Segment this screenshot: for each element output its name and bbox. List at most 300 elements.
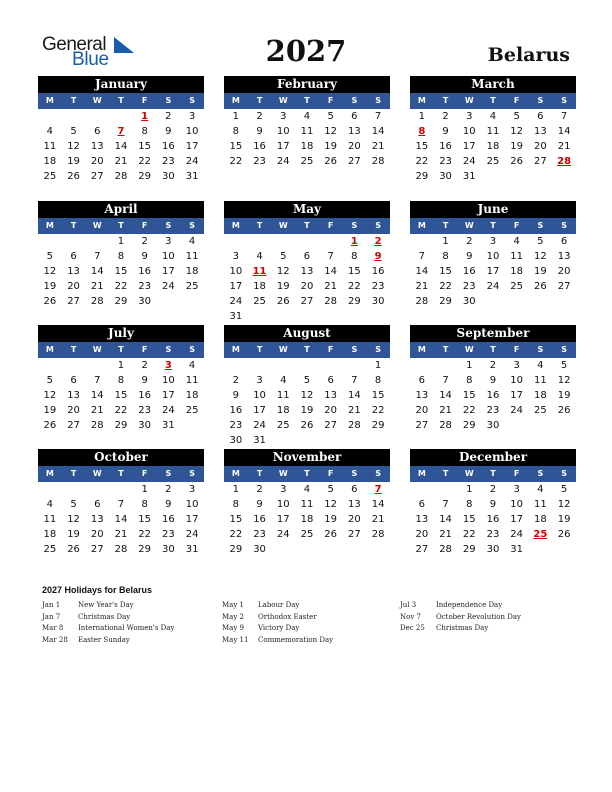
day-cell: 12 (324, 499, 338, 510)
week-row (224, 358, 390, 373)
week-row (410, 294, 576, 309)
holidays-list (42, 585, 582, 660)
holiday-item (222, 635, 402, 647)
empty-day-cell (38, 433, 62, 448)
day-cell: 11 (185, 251, 199, 262)
empty-day-cell (85, 234, 109, 249)
day-cell: 9 (141, 375, 148, 386)
weekday-label: S (375, 221, 381, 230)
day-cell: 4 (46, 499, 54, 510)
day-cell: 28 (348, 420, 361, 431)
day-cell: 7 (94, 375, 101, 386)
empty-day-cell (271, 358, 295, 373)
week-row (410, 433, 576, 448)
day-cell: 6 (351, 484, 358, 495)
weekday-label: M (45, 469, 54, 478)
day-cell: 28 (371, 529, 385, 540)
empty-day-cell (133, 433, 157, 448)
day-cell: 22 (229, 156, 243, 167)
empty-day-cell (248, 358, 272, 373)
day-cell: 14 (439, 514, 452, 525)
empty-day-cell (295, 169, 319, 184)
empty-day-cell (62, 184, 86, 199)
day-cell: 10 (162, 375, 175, 386)
day-cell: 1 (141, 111, 149, 122)
month-title: August (224, 325, 390, 342)
day-cell: 27 (348, 156, 361, 167)
day-cell: 23 (162, 156, 175, 167)
day-cell: 11 (43, 141, 57, 152)
day-cell: 14 (371, 126, 385, 137)
day-cell: 19 (324, 141, 338, 152)
day-cell: 26 (43, 420, 57, 431)
weekday-header (38, 93, 204, 109)
day-cell: 11 (534, 499, 547, 510)
day-cell: 27 (67, 420, 80, 431)
day-cell: 26 (510, 156, 524, 167)
empty-day-cell (434, 358, 458, 373)
empty-day-cell (481, 433, 505, 448)
week-row (410, 264, 576, 279)
month-september (410, 325, 576, 448)
day-cell: 7 (94, 251, 101, 262)
day-cell: 5 (280, 251, 287, 262)
day-cell: 8 (466, 499, 473, 510)
day-cell: 22 (348, 281, 361, 292)
weekday-label: S (375, 345, 381, 354)
day-cell: 8 (418, 126, 426, 137)
day-cell: 7 (327, 251, 334, 262)
weekday-label: S (165, 469, 172, 478)
day-cell: 1 (374, 360, 382, 371)
weekday-label: F (513, 469, 520, 478)
day-cell: 9 (141, 251, 148, 262)
day-cell: 1 (232, 111, 240, 122)
day-cell: 8 (141, 126, 148, 137)
day-cell: 27 (324, 420, 338, 431)
empty-day-cell (180, 294, 204, 309)
day-cell: 10 (253, 390, 266, 401)
day-cell: 15 (138, 514, 152, 525)
day-cell: 24 (162, 281, 175, 292)
day-cell: 22 (462, 529, 476, 540)
day-cell: 20 (415, 405, 429, 416)
weekday-label: S (375, 469, 381, 478)
holiday-date: Nov 7 (400, 612, 421, 621)
day-cell: 18 (43, 156, 57, 167)
day-cell: 30 (371, 296, 385, 307)
day-cell: 13 (300, 266, 314, 277)
empty-day-cell (343, 433, 367, 448)
day-cell: 12 (43, 390, 57, 401)
empty-day-cell (505, 433, 529, 448)
day-cell: 17 (510, 390, 524, 401)
holidays-columns (42, 600, 582, 660)
day-cell: 26 (67, 171, 80, 182)
weekday-label: F (513, 345, 520, 354)
month-title: March (410, 76, 576, 93)
weekday-label: F (327, 345, 334, 354)
logo-text-general: General (42, 34, 107, 55)
weekday-header (410, 218, 576, 234)
day-cell: 21 (557, 141, 571, 152)
day-cell: 14 (439, 390, 452, 401)
holiday-item (400, 612, 580, 624)
day-cell: 7 (351, 375, 358, 386)
empty-day-cell (180, 418, 204, 433)
day-cell: 24 (462, 156, 476, 167)
day-cell: 16 (162, 141, 175, 152)
week-row (38, 418, 204, 433)
day-cell: 25 (533, 529, 548, 540)
day-cell: 27 (90, 544, 104, 555)
holiday-date: May 11 (222, 635, 249, 644)
day-cell: 20 (67, 405, 80, 416)
weekday-label: W (278, 96, 288, 105)
empty-day-cell (271, 433, 295, 448)
empty-day-cell (366, 169, 390, 184)
empty-day-cell (410, 358, 434, 373)
day-cell: 12 (43, 266, 57, 277)
day-cell: 24 (510, 529, 524, 540)
day-cell: 25 (185, 281, 199, 292)
day-cell: 5 (327, 484, 334, 495)
day-cell: 4 (513, 236, 520, 247)
day-cell: 29 (138, 544, 152, 555)
day-cell: 28 (439, 420, 452, 431)
day-cell: 14 (371, 499, 385, 510)
holiday-date: May 1 (222, 601, 244, 609)
day-cell: 11 (276, 390, 290, 401)
day-cell: 1 (141, 484, 148, 495)
day-cell: 29 (114, 420, 128, 431)
weekday-label: T (118, 221, 124, 230)
day-cell: 29 (371, 420, 385, 431)
day-cell: 7 (560, 111, 568, 122)
day-cell: 28 (557, 156, 572, 167)
day-cell: 19 (276, 281, 290, 292)
week-row (224, 309, 390, 324)
calendar-header (0, 0, 612, 70)
empty-day-cell (157, 184, 181, 199)
day-cell: 18 (276, 405, 290, 416)
empty-day-cell (85, 109, 109, 124)
day-cell: 17 (162, 390, 175, 401)
day-cell: 23 (253, 156, 266, 167)
day-cell: 25 (253, 296, 266, 307)
holidays-column (42, 600, 222, 646)
empty-day-cell (295, 184, 319, 199)
day-cell: 15 (229, 514, 243, 525)
day-cell: 10 (486, 251, 500, 262)
month-title: May (224, 201, 390, 218)
empty-day-cell (343, 169, 367, 184)
day-cell: 23 (162, 529, 175, 540)
month-title: July (38, 325, 204, 342)
week-row (38, 358, 204, 373)
empty-day-cell (434, 184, 458, 199)
week-row (410, 388, 576, 403)
day-cell: 24 (486, 281, 500, 292)
weekday-label: T (304, 221, 310, 230)
day-cell: 2 (141, 360, 148, 371)
day-cell: 1 (442, 236, 449, 247)
day-cell: 30 (138, 296, 152, 307)
empty-day-cell (62, 433, 86, 448)
day-cell: 13 (90, 141, 104, 152)
weekday-label: M (231, 345, 240, 354)
week-row (38, 482, 204, 497)
empty-day-cell (109, 557, 133, 572)
empty-day-cell (505, 169, 529, 184)
day-cell: 29 (462, 420, 476, 431)
day-cell: 25 (300, 529, 314, 540)
holiday-item (42, 612, 222, 624)
day-cell: 21 (371, 514, 385, 525)
month-title: November (224, 449, 390, 466)
empty-day-cell (295, 309, 319, 324)
day-cell: 5 (560, 484, 568, 495)
day-cell: 8 (466, 375, 473, 386)
week-row (410, 527, 576, 542)
weekday-label: F (327, 469, 334, 478)
weekday-label: T (70, 221, 77, 230)
holiday-name: Labour Day (258, 601, 300, 609)
day-cell: 10 (229, 266, 243, 277)
empty-day-cell (271, 169, 295, 184)
empty-day-cell (366, 433, 390, 448)
day-cell: 14 (557, 126, 571, 137)
day-cell: 16 (462, 266, 476, 277)
holiday-name: Commemoration Day (258, 635, 334, 644)
day-cell: 2 (489, 484, 497, 495)
empty-day-cell (109, 482, 133, 497)
weekday-label: T (118, 469, 124, 478)
day-cell: 11 (510, 251, 524, 262)
day-cell: 4 (303, 484, 311, 495)
empty-day-cell (434, 557, 458, 572)
day-cell: 11 (300, 126, 314, 137)
week-row (224, 294, 390, 309)
day-cell: 11 (486, 126, 500, 137)
day-cell: 2 (141, 236, 148, 247)
day-cell: 9 (232, 390, 240, 401)
day-cell: 22 (415, 156, 429, 167)
week-row (38, 388, 204, 403)
day-cell: 9 (466, 251, 473, 262)
empty-day-cell (133, 557, 157, 572)
empty-day-cell (109, 309, 133, 324)
day-cell: 15 (462, 390, 476, 401)
weekday-label: S (351, 96, 358, 105)
day-cell: 23 (138, 405, 152, 416)
day-cell: 22 (462, 405, 476, 416)
day-cell: 17 (462, 141, 476, 152)
day-cell: 24 (185, 156, 199, 167)
day-cell: 25 (185, 405, 199, 416)
day-cell: 27 (557, 281, 571, 292)
week-row (410, 109, 576, 124)
day-cell: 8 (374, 375, 382, 386)
day-cell: 14 (114, 514, 128, 525)
weekday-label: F (513, 221, 520, 230)
month-january (38, 76, 204, 199)
weekday-label: S (537, 96, 544, 105)
day-cell: 22 (138, 156, 152, 167)
empty-day-cell (529, 169, 553, 184)
empty-day-cell (366, 309, 390, 324)
month-title: April (38, 201, 204, 218)
day-cell: 19 (534, 266, 547, 277)
empty-day-cell (457, 309, 481, 324)
empty-day-cell (180, 433, 204, 448)
day-cell: 3 (232, 251, 240, 262)
weekday-label: T (118, 345, 124, 354)
day-cell: 25 (300, 156, 314, 167)
day-cell: 17 (185, 141, 199, 152)
day-cell: 1 (350, 236, 358, 247)
empty-day-cell (248, 309, 272, 324)
weekday-label: T (256, 221, 263, 230)
empty-day-cell (529, 433, 553, 448)
day-cell: 28 (90, 420, 104, 431)
weekday-label: T (70, 345, 77, 354)
empty-day-cell (295, 542, 319, 557)
day-cell: 15 (348, 266, 361, 277)
day-cell: 8 (442, 251, 449, 262)
day-cell: 14 (348, 390, 361, 401)
week-row (224, 264, 390, 279)
day-cell: 14 (415, 266, 429, 277)
empty-day-cell (343, 309, 367, 324)
day-cell: 20 (348, 514, 361, 525)
day-cell: 28 (114, 544, 128, 555)
week-row (38, 249, 204, 264)
day-cell: 26 (276, 296, 290, 307)
weekday-label: T (304, 96, 310, 105)
empty-day-cell (62, 109, 86, 124)
day-cell: 30 (229, 435, 243, 446)
day-cell: 31 (162, 420, 175, 431)
empty-day-cell (62, 358, 86, 373)
empty-day-cell (319, 169, 343, 184)
empty-day-cell (319, 358, 343, 373)
day-cell: 8 (117, 375, 125, 386)
weekday-label: M (231, 96, 240, 105)
day-cell: 2 (256, 111, 263, 122)
holiday-name: Christmas Day (436, 624, 489, 632)
day-cell: 2 (165, 484, 172, 495)
day-cell: 27 (415, 544, 429, 555)
week-row (38, 557, 204, 572)
empty-day-cell (295, 234, 319, 249)
day-cell: 7 (117, 499, 125, 510)
day-cell: 10 (185, 499, 199, 510)
weekday-label: M (417, 345, 426, 354)
day-cell: 28 (439, 544, 452, 555)
holiday-date: Jul 3 (400, 601, 417, 609)
day-cell: 9 (489, 375, 497, 386)
day-cell: 15 (439, 266, 452, 277)
holiday-name: Christmas Day (78, 612, 131, 621)
day-cell: 15 (415, 141, 429, 152)
empty-day-cell (505, 184, 529, 199)
day-cell: 23 (371, 281, 385, 292)
day-cell: 18 (534, 514, 547, 525)
day-cell: 30 (162, 544, 175, 555)
day-cell: 17 (185, 514, 199, 525)
day-cell: 24 (162, 405, 175, 416)
day-cell: 25 (43, 544, 57, 555)
empty-day-cell (271, 184, 295, 199)
day-cell: 27 (300, 296, 314, 307)
weekday-label: T (70, 469, 77, 478)
day-cell: 21 (90, 281, 104, 292)
day-cell: 13 (415, 390, 429, 401)
day-cell: 12 (534, 251, 547, 262)
day-cell: 2 (232, 375, 240, 386)
day-cell: 17 (229, 281, 243, 292)
empty-day-cell (552, 557, 576, 572)
day-cell: 23 (253, 529, 266, 540)
day-cell: 24 (510, 405, 524, 416)
day-cell: 31 (185, 544, 199, 555)
week-row (38, 512, 204, 527)
day-cell: 18 (486, 141, 500, 152)
empty-day-cell (434, 433, 458, 448)
weekday-label: S (561, 345, 567, 354)
day-cell: 21 (90, 405, 104, 416)
weekday-label: W (92, 96, 102, 105)
month-october (38, 449, 204, 572)
day-cell: 5 (70, 499, 77, 510)
empty-day-cell (410, 482, 434, 497)
day-cell: 7 (442, 499, 449, 510)
empty-day-cell (481, 294, 505, 309)
weekday-label: T (490, 469, 496, 478)
day-cell: 16 (229, 405, 243, 416)
holiday-item (222, 612, 402, 624)
weekday-label: S (351, 469, 358, 478)
day-cell: 29 (462, 544, 476, 555)
day-cell: 8 (232, 126, 240, 137)
empty-day-cell (410, 234, 434, 249)
empty-day-cell (410, 557, 434, 572)
holiday-item (400, 600, 580, 612)
day-cell: 9 (165, 126, 172, 137)
empty-day-cell (38, 557, 62, 572)
empty-day-cell (552, 184, 576, 199)
day-cell: 5 (303, 375, 311, 386)
empty-day-cell (343, 557, 367, 572)
day-cell: 22 (138, 529, 152, 540)
day-cell: 19 (557, 514, 571, 525)
day-cell: 6 (94, 126, 101, 137)
weekday-label: M (417, 96, 426, 105)
week-row (410, 497, 576, 512)
empty-day-cell (224, 169, 248, 184)
day-cell: 13 (534, 126, 547, 137)
weekday-label: T (442, 96, 449, 105)
weekday-label: T (256, 345, 263, 354)
day-cell: 19 (324, 514, 338, 525)
day-cell: 18 (185, 390, 199, 401)
empty-day-cell (62, 309, 86, 324)
empty-day-cell (457, 184, 481, 199)
holiday-name: Easter Sunday (78, 635, 130, 644)
holiday-name: October Revolution Day (436, 612, 521, 621)
day-cell: 17 (276, 141, 290, 152)
